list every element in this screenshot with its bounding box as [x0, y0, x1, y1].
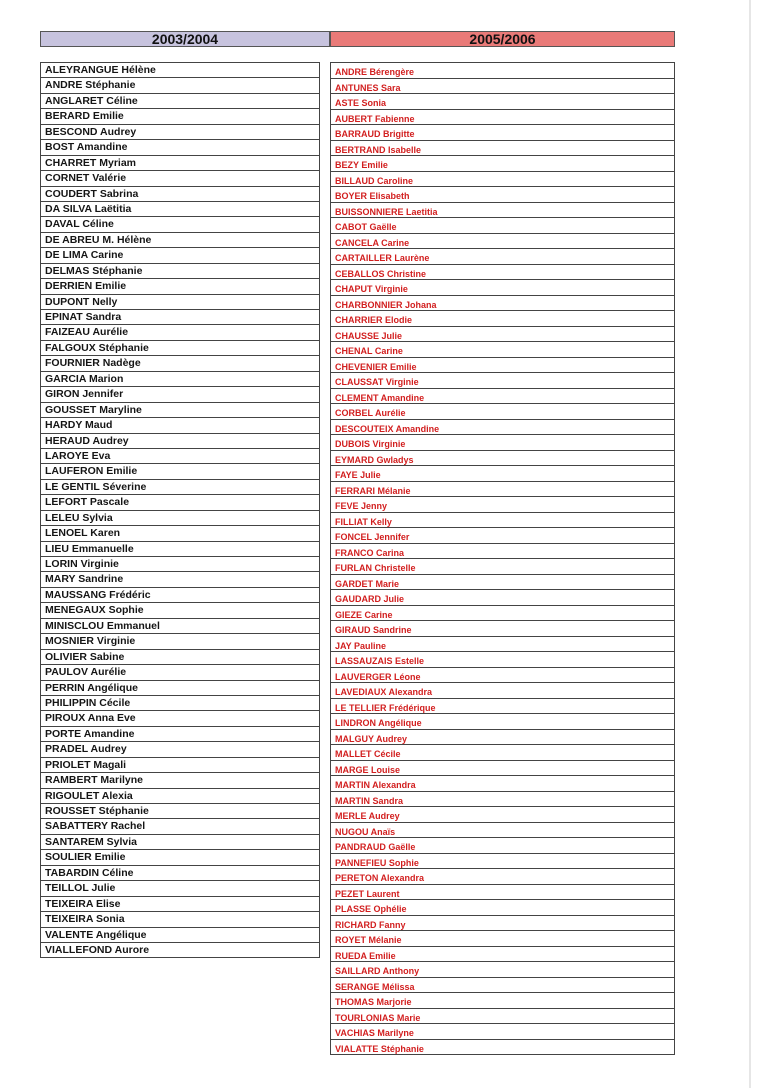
- name-row: BOYER Elisabeth: [331, 187, 674, 203]
- name-row: HARDY Maud: [41, 418, 319, 433]
- name-row: GAUDARD Julie: [331, 590, 674, 606]
- name-row: VIALATTE Stéphanie: [331, 1040, 674, 1056]
- name-row: VIALLEFOND Aurore: [41, 943, 319, 958]
- name-row: TEIXEIRA Sonia: [41, 912, 319, 927]
- name-row: CLEMENT Amandine: [331, 389, 674, 405]
- name-row: BILLAUD Caroline: [331, 172, 674, 188]
- name-row: CHAPUT Virginie: [331, 280, 674, 296]
- name-row: GARDET Marie: [331, 575, 674, 591]
- name-row: BERTRAND Isabelle: [331, 141, 674, 157]
- name-row: PRIOLET Magali: [41, 758, 319, 773]
- name-row: MAUSSANG Frédéric: [41, 588, 319, 603]
- name-row: ASTE Sonia: [331, 94, 674, 110]
- name-row: SANTAREM Sylvia: [41, 835, 319, 850]
- name-row: LORIN Virginie: [41, 557, 319, 572]
- name-row: TABARDIN Céline: [41, 866, 319, 881]
- name-row: MARY Sandrine: [41, 572, 319, 587]
- name-row: THOMAS Marjorie: [331, 993, 674, 1009]
- name-row: FEVE Jenny: [331, 497, 674, 513]
- name-row: JAY Pauline: [331, 637, 674, 653]
- name-row: PHILIPPIN Cécile: [41, 696, 319, 711]
- name-row: PAULOV Aurélie: [41, 665, 319, 680]
- name-row: FRANCO Carina: [331, 544, 674, 560]
- name-row: CORBEL Aurélie: [331, 404, 674, 420]
- name-row: CEBALLOS Christine: [331, 265, 674, 281]
- name-row: CHEVENIER Emilie: [331, 358, 674, 374]
- name-row: PANDRAUD Gaëlle: [331, 838, 674, 854]
- name-row: PEZET Laurent: [331, 885, 674, 901]
- name-row: BARRAUD Brigitte: [331, 125, 674, 141]
- name-row: CHAUSSE Julie: [331, 327, 674, 343]
- name-row: CORNET Valérie: [41, 171, 319, 186]
- name-row: PRADEL Audrey: [41, 742, 319, 757]
- name-row: MENEGAUX Sophie: [41, 603, 319, 618]
- name-row: RIGOULET Alexia: [41, 789, 319, 804]
- name-row: DE ABREU M. Hélène: [41, 233, 319, 248]
- name-row: SABATTERY Rachel: [41, 819, 319, 834]
- name-row: MARTIN Sandra: [331, 792, 674, 808]
- name-row: LAROYE Eva: [41, 449, 319, 464]
- name-row: CARTAILLER Laurène: [331, 249, 674, 265]
- name-row: LENOEL Karen: [41, 526, 319, 541]
- name-row: LIEU Emmanuelle: [41, 542, 319, 557]
- name-row: ROUSSET Stéphanie: [41, 804, 319, 819]
- name-row: LE GENTIL Séverine: [41, 480, 319, 495]
- name-row: EPINAT Sandra: [41, 310, 319, 325]
- name-row: LAUVERGER Léone: [331, 668, 674, 684]
- name-row: PERRIN Angélique: [41, 681, 319, 696]
- name-row: PORTE Amandine: [41, 727, 319, 742]
- name-row: CHARBONNIER Johana: [331, 296, 674, 312]
- header-2005-2006: 2005/2006: [330, 31, 675, 47]
- name-row: GIRON Jennifer: [41, 387, 319, 402]
- name-row: MALGUY Audrey: [331, 730, 674, 746]
- list-2003-2004: [40, 62, 320, 958]
- name-row: VALENTE Angélique: [41, 928, 319, 943]
- name-row: FILLIAT Kelly: [331, 513, 674, 529]
- name-row: BESCOND Audrey: [41, 125, 319, 140]
- name-row: LASSAUZAIS Estelle: [331, 652, 674, 668]
- name-row: DUBOIS Virginie: [331, 435, 674, 451]
- name-row: FALGOUX Stéphanie: [41, 341, 319, 356]
- scan-edge-line: [749, 0, 751, 1088]
- name-row: CANCELA Carine: [331, 234, 674, 250]
- name-row: BOST Amandine: [41, 140, 319, 155]
- name-row: GIEZE Carine: [331, 606, 674, 622]
- name-row: BUISSONNIERE Laetitia: [331, 203, 674, 219]
- name-row: ROYET Mélanie: [331, 931, 674, 947]
- name-row: DAVAL Céline: [41, 217, 319, 232]
- name-row: FONCEL Jennifer: [331, 528, 674, 544]
- name-row: PANNEFIEU Sophie: [331, 854, 674, 870]
- list-2005-2006: [330, 62, 675, 1055]
- name-row: COUDERT Sabrina: [41, 187, 319, 202]
- name-row: FAYE Julie: [331, 466, 674, 482]
- name-row: VACHIAS Marilyne: [331, 1024, 674, 1040]
- name-row: GOUSSET Maryline: [41, 403, 319, 418]
- name-row: ALEYRANGUE Hélène: [41, 63, 319, 78]
- name-row: FOURNIER Nadège: [41, 356, 319, 371]
- name-row: HERAUD Audrey: [41, 434, 319, 449]
- name-row: MALLET Cécile: [331, 745, 674, 761]
- name-row: LELEU Sylvia: [41, 511, 319, 526]
- name-row: LAUFERON Emilie: [41, 464, 319, 479]
- name-row: RAMBERT Marilyne: [41, 773, 319, 788]
- name-row: ANDRE Stéphanie: [41, 78, 319, 93]
- name-row: LINDRON Angélique: [331, 714, 674, 730]
- name-row: DUPONT Nelly: [41, 295, 319, 310]
- name-row: BERARD Emilie: [41, 109, 319, 124]
- name-row: MERLE Audrey: [331, 807, 674, 823]
- name-row: CHENAL Carine: [331, 342, 674, 358]
- name-row: DELMAS Stéphanie: [41, 264, 319, 279]
- name-row: GARCIA Marion: [41, 372, 319, 387]
- name-row: RICHARD Fanny: [331, 916, 674, 932]
- name-row: SAILLARD Anthony: [331, 962, 674, 978]
- name-row: PIROUX Anna Eve: [41, 711, 319, 726]
- name-row: ANTUNES Sara: [331, 79, 674, 95]
- name-row: PLASSE Ophélie: [331, 900, 674, 916]
- name-row: AUBERT Fabienne: [331, 110, 674, 126]
- name-row: DESCOUTEIX Amandine: [331, 420, 674, 436]
- name-row: MINISCLOU Emmanuel: [41, 619, 319, 634]
- name-row: CABOT Gaëlle: [331, 218, 674, 234]
- name-row: ANDRE Bérengère: [331, 63, 674, 79]
- name-row: MARTIN Alexandra: [331, 776, 674, 792]
- name-row: CHARRET Myriam: [41, 156, 319, 171]
- name-row: FERRARI Mélanie: [331, 482, 674, 498]
- name-row: TEIXEIRA Elise: [41, 897, 319, 912]
- name-row: GIRAUD Sandrine: [331, 621, 674, 637]
- name-row: OLIVIER Sabine: [41, 650, 319, 665]
- header-2003-2004: 2003/2004: [40, 31, 330, 47]
- name-row: TOURLONIAS Marie: [331, 1009, 674, 1025]
- name-row: LE TELLIER Frédérique: [331, 699, 674, 715]
- name-row: BEZY Emilie: [331, 156, 674, 172]
- name-row: MARGE Louise: [331, 761, 674, 777]
- name-row: NUGOU Anaïs: [331, 823, 674, 839]
- name-row: DA SILVA Laëtitia: [41, 202, 319, 217]
- name-row: DE LIMA Carine: [41, 248, 319, 263]
- name-row: SOULIER Emilie: [41, 850, 319, 865]
- name-row: RUEDA Emilie: [331, 947, 674, 963]
- name-row: EYMARD Gwladys: [331, 451, 674, 467]
- name-row: LEFORT Pascale: [41, 495, 319, 510]
- name-row: ANGLARET Céline: [41, 94, 319, 109]
- name-row: FURLAN Christelle: [331, 559, 674, 575]
- name-row: FAIZEAU Aurélie: [41, 325, 319, 340]
- name-row: SERANGE Mélissa: [331, 978, 674, 994]
- name-row: DERRIEN Emilie: [41, 279, 319, 294]
- name-row: MOSNIER Virginie: [41, 634, 319, 649]
- name-row: PERETON Alexandra: [331, 869, 674, 885]
- name-row: CHARRIER Elodie: [331, 311, 674, 327]
- name-row: CLAUSSAT Virginie: [331, 373, 674, 389]
- name-row: LAVEDIAUX Alexandra: [331, 683, 674, 699]
- name-row: TEILLOL Julie: [41, 881, 319, 896]
